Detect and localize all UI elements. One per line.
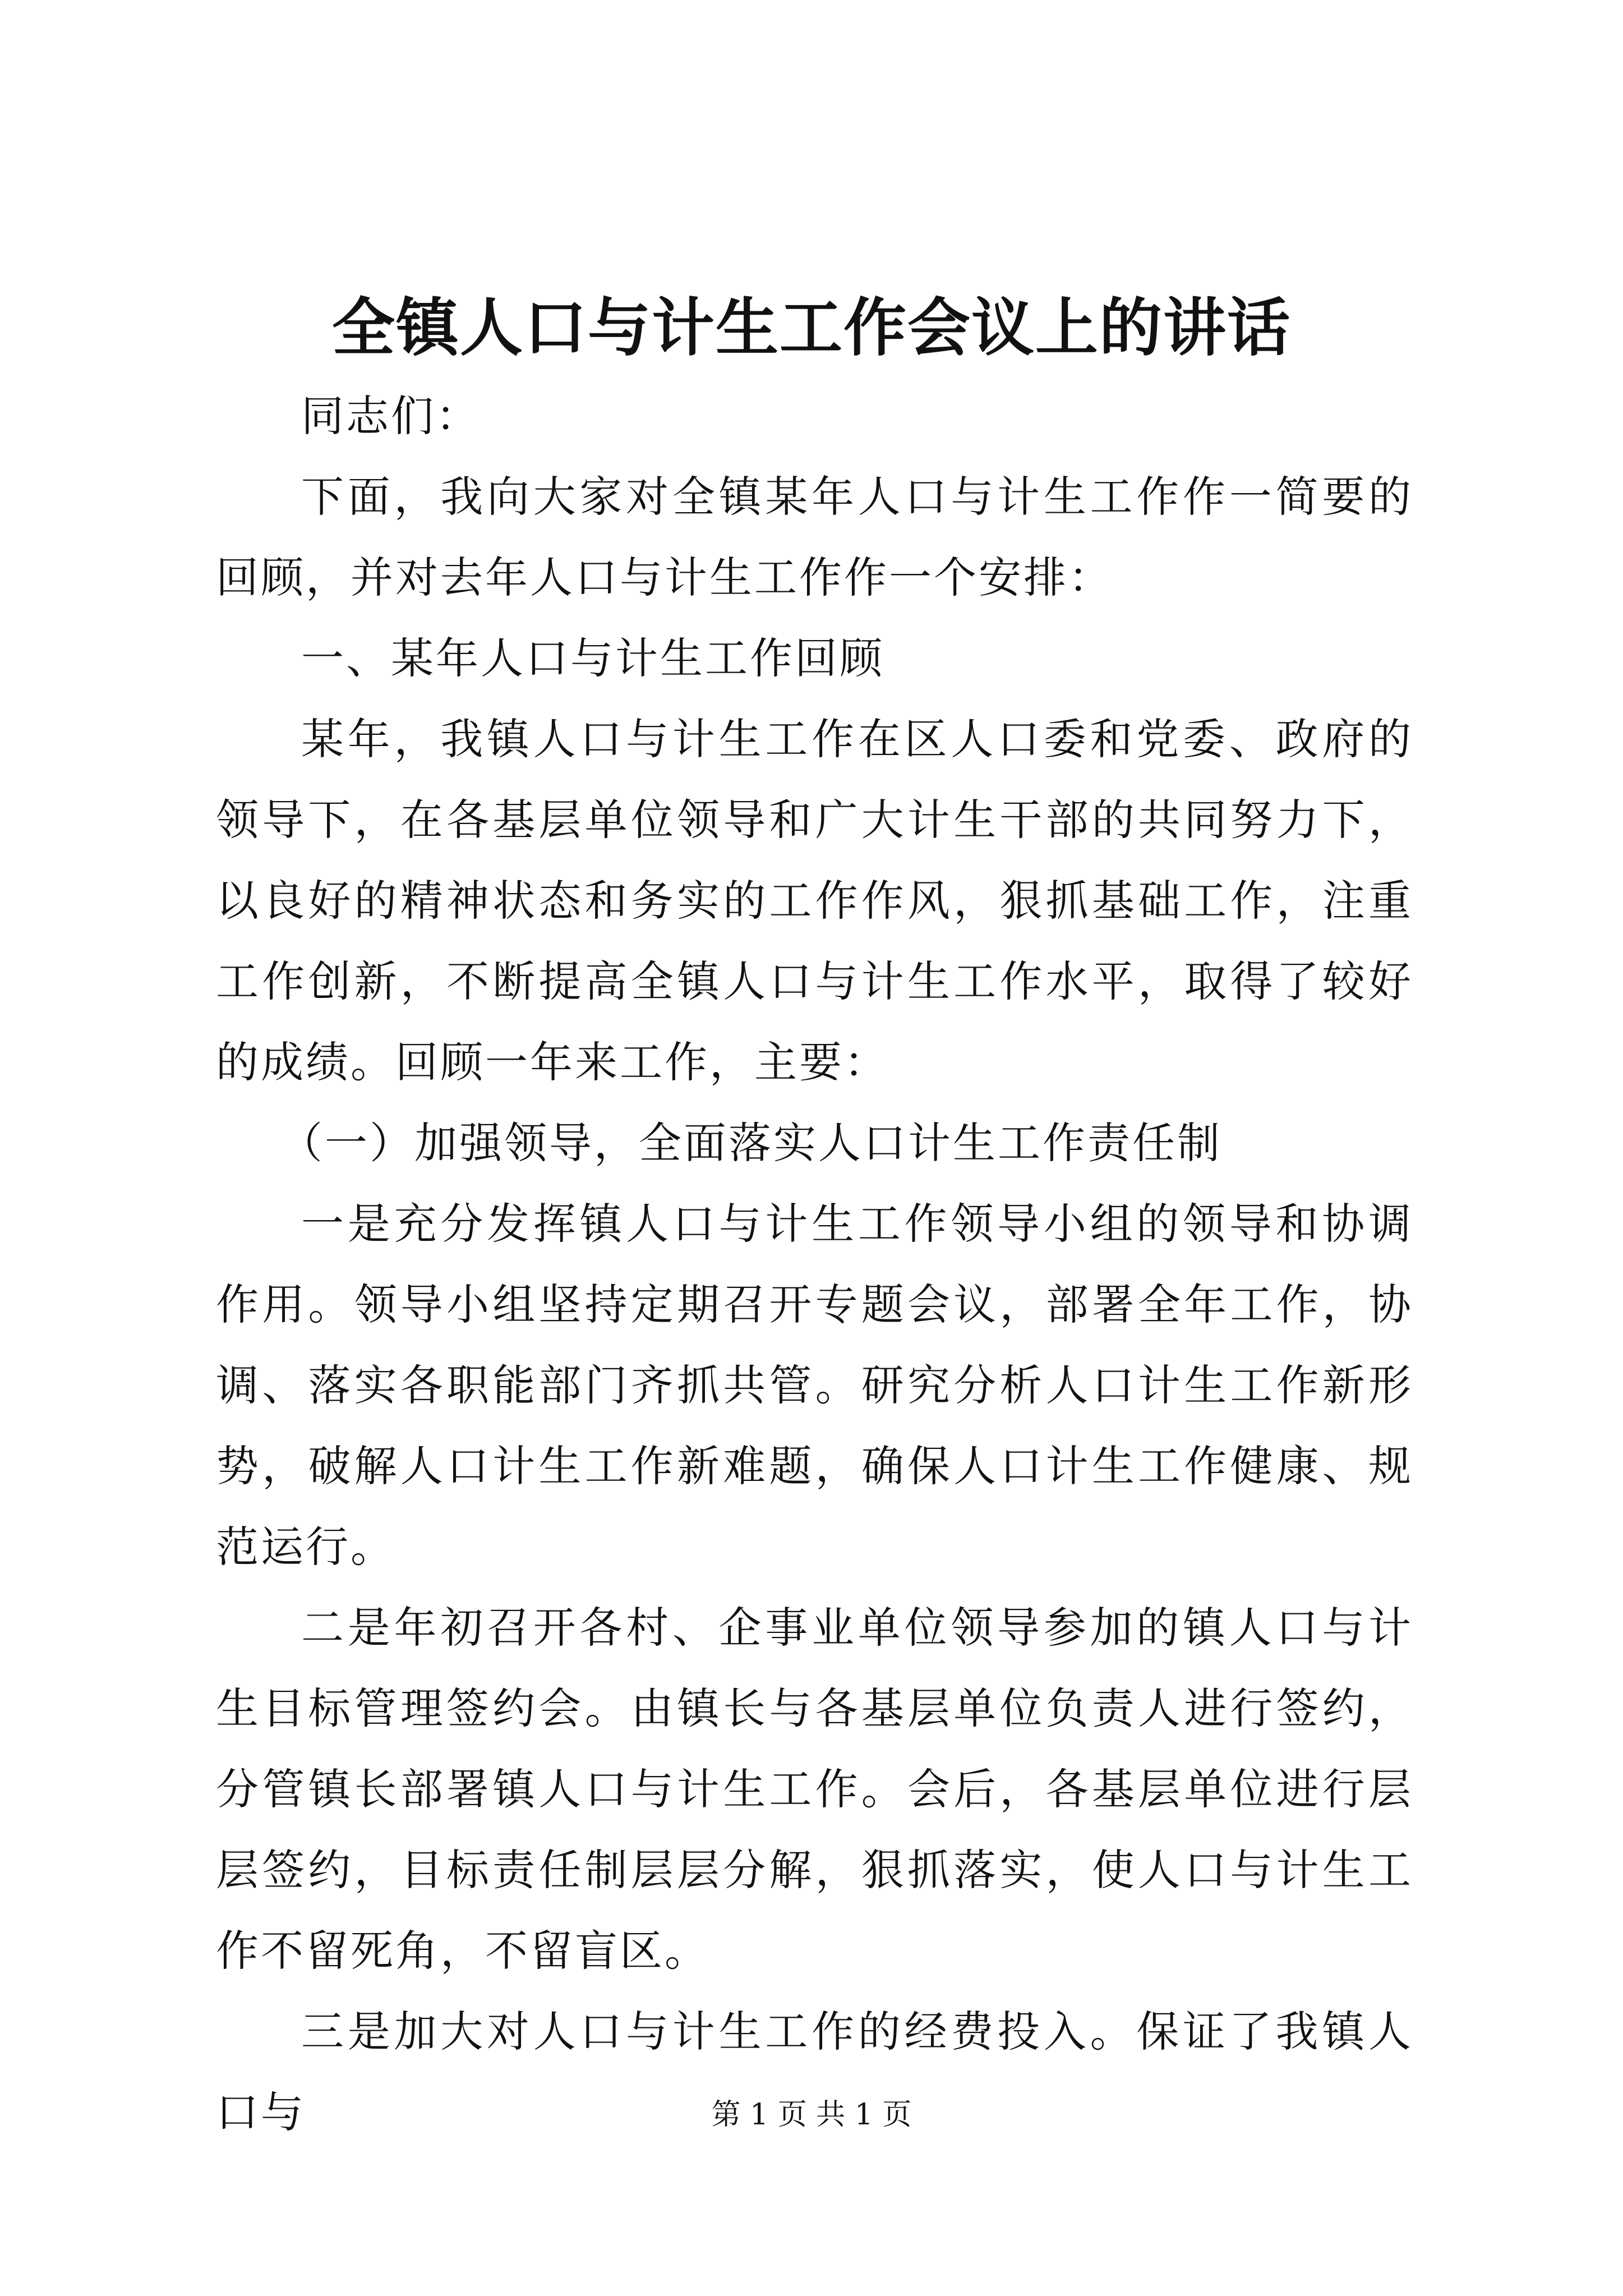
body-paragraph: 一是充分发挥镇人口与计生工作领导小组的领导和协调作用。领导小组坚持定期召开专题会议，部署全年工作，协调、落实各职能部门齐抓共管。研究分析人口计生工作新形势，破解人口计生工作新难题，确保人口计生工作健康、规范运行。 <box>216 1199 1413 1572</box>
body-paragraph: 二是年初召开各村、企事业单位领导参加的镇人口与计生目标管理签约会。由镇长与各基层单位负责人进行签约，分管镇长部署镇人口与计生工作。会后，各基层单位进行层层签约，目标责任制层层分解，狠抓落实，使人口与计生工作不留死角，不留盲区。 <box>216 1603 1413 1976</box>
intro-paragraph: 下面，我向大家对全镇某年人口与计生工作作一简要的回顾，并对去年人口与计生工作作一个安排： <box>216 472 1413 602</box>
body-paragraph: 某年，我镇人口与计生工作在区人口委和党委、政府的领导下，在各基层单位领导和广大计生干部的共同努力下，以良好的精神状态和务实的工作作风，狠抓基础工作，注重工作创新，不断提高全镇人口与计生工作水平，取得了较好的成绩。回顾一年来工作，主要： <box>216 714 1413 1087</box>
page-footer: 第 1 页 共 1 页 <box>711 2098 912 2132</box>
subsection-heading: （一）加强领导，全面落实人口计生工作责任制 <box>280 1118 1222 1168</box>
salutation: 同志们： <box>301 391 481 441</box>
body-paragraph: 三是加大对人口与计生工作的经费投入。保证了我镇人口与 <box>216 2007 1413 2137</box>
section-heading: 一、某年人口与计生工作回顾 <box>301 633 884 683</box>
document-body <box>216 376 1413 2153</box>
document-title: 全镇人口与计生工作会议上的讲话 <box>332 291 1291 365</box>
